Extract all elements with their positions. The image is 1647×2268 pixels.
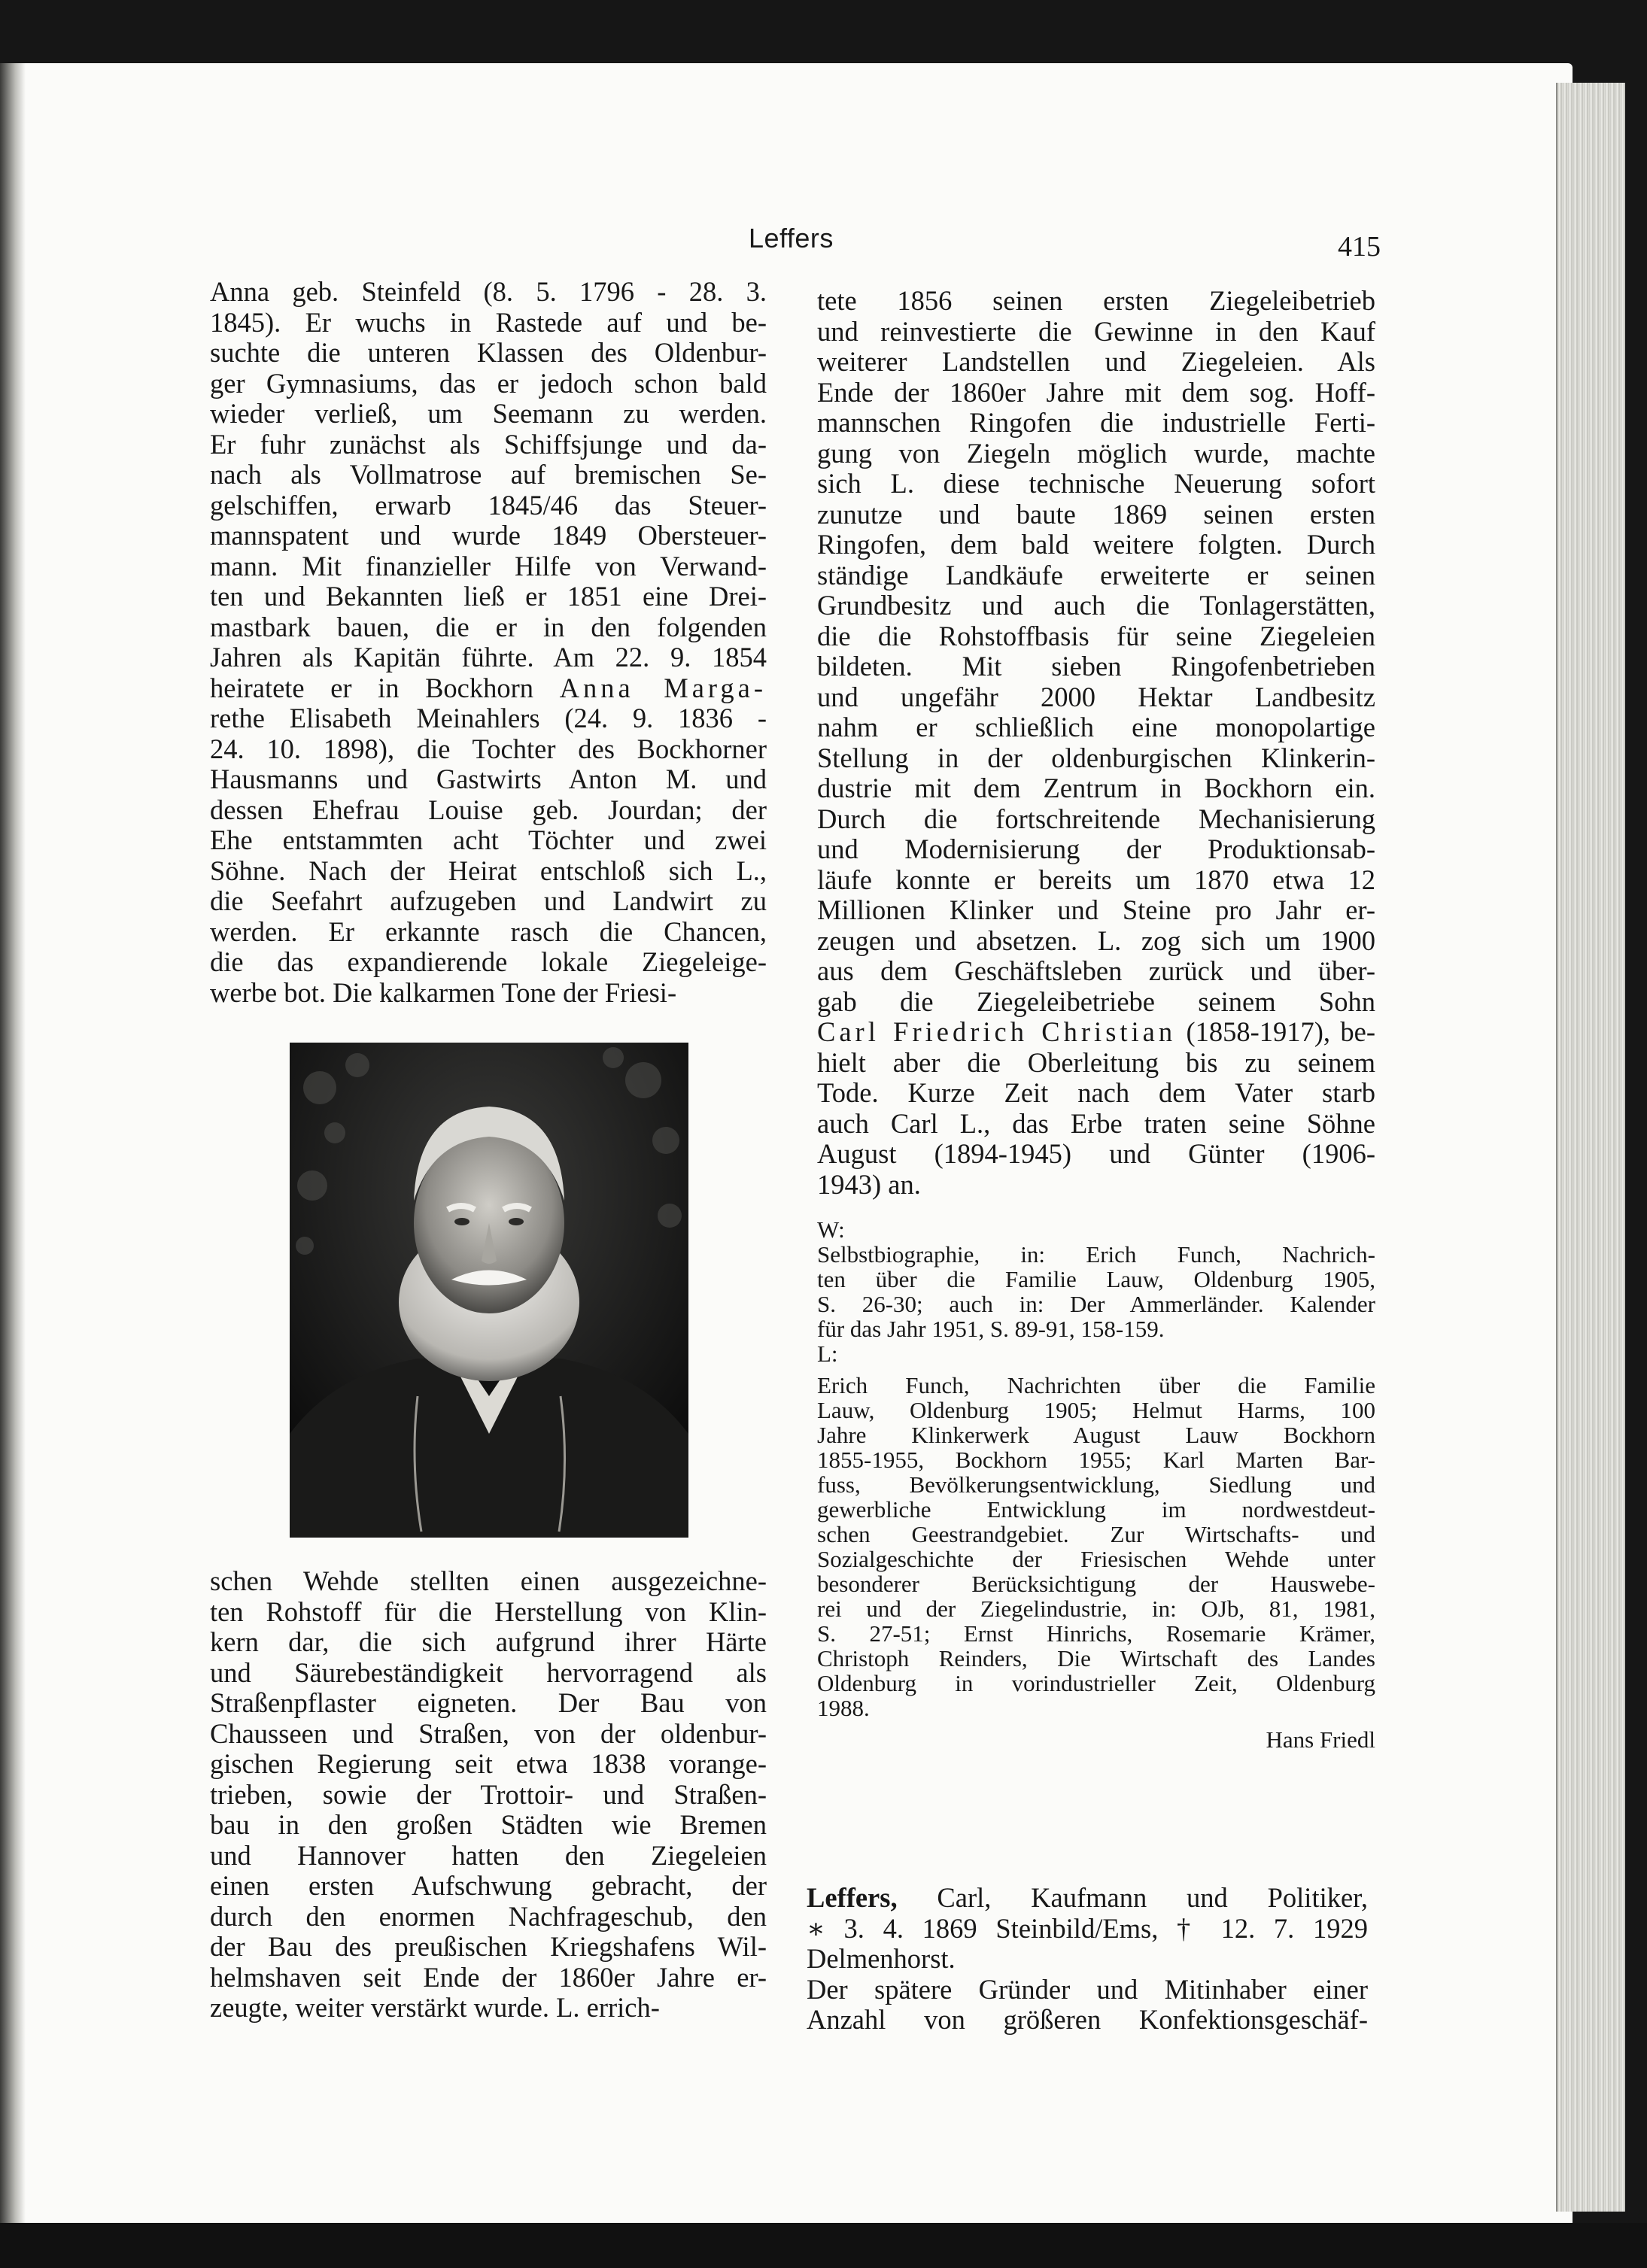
page-number: 415 [1338,231,1381,263]
text-line: S. 26-30; auch in: Der Ammerländer. Kalender [817,1291,1375,1317]
next-entry-name: Leffers, [807,1882,898,1913]
text-line: die das expandierende lokale Ziegeleige- [210,946,767,977]
page-edges [1556,83,1625,2212]
text-line: zunutze und baute 1869 seinen ersten [817,498,1375,530]
scan-background [0,2223,1647,2268]
text-line: bau in den großen Städten wie Bremen [210,1809,767,1840]
text-line: August (1894-1945) und Günter (1906- [817,1138,1375,1169]
text-line: ten und Bekannten ließ er 1851 eine Drei- [210,581,767,612]
author-signature: Hans Friedl [1266,1726,1375,1753]
text-line: 1855-1955, Bockhorn 1955; Karl Marten Bar- [817,1447,1375,1473]
right-column-main [817,286,1375,1200]
next-entry-text-line: Anzahl von größeren Konfektionsgeschäf- [807,2004,1368,2035]
text-line: suchte die unteren Klassen des Oldenbur- [210,337,767,368]
text-line: mastbark bauen, die er in den folgenden [210,611,767,642]
text-line: Ehe entstammten acht Töchter und zwei [210,824,767,855]
text-line: 1943) an. [817,1168,921,1200]
text-line: Jahre Klinkerwerk August Lauw Bockhorn [817,1422,1375,1448]
text-line: mannschen Ringofen die industrielle Ferti- [817,407,1375,438]
text-line: Grundbesitz und auch die Tonlagerstätten, [817,590,1375,621]
bibliography [817,1217,1375,1752]
text-line: zeugte, weiter verstärkt wurde. L. errich- [210,1992,660,2023]
text-line: und Hannover hatten den Ziegeleien [210,1839,767,1871]
spaced-name: Anna Marga- [559,672,767,703]
text-line: werbe bot. Die kalkarmen Tone der Friesi- [210,976,677,1008]
text-line: rethe Elisabeth Meinahlers (24. 9. 1836 - [210,703,767,733]
text-line: helmshaven seit Ende der 1860er Jahre er- [210,1961,767,1993]
text-line: ten Rohstoff für die Herstellung von Klin- [210,1595,767,1627]
text-line: weiterer Landstellen und Ziegeleien. Als [817,346,1375,377]
text-line: kern dar, die sich aufgrund ihrer Härte [210,1626,767,1657]
portrait-illustration [290,1043,688,1538]
text-line: schen Geestrandgebiet. Zur Wirtschafts- und [817,1521,1375,1547]
text-line: dustrie mit dem Zentrum in Bockhorn ein. [817,773,1375,803]
text-line: 1988. [817,1695,870,1721]
text-line: fuss, Bevölkerungsentwicklung, Siedlung und [817,1471,1375,1498]
text-line: Christoph Reinders, Die Wirtschaft des Landes [817,1645,1375,1671]
text-line: Carl Friedrich Christian (1858-1917), be- [817,1016,1375,1047]
text-line: Straßenpflaster eigneten. Der Bau von [210,1687,767,1718]
text-line: heiratete er in Bockhorn Anna Marga- [210,672,767,703]
text-line: Lauw, Oldenburg 1905; Helmut Harms, 100 [817,1397,1375,1423]
text-line: dessen Ehefrau Louise geb. Jourdan; der [210,794,767,825]
text-line: werden. Er erkannte rasch die Chancen, [210,915,767,947]
text-line: Millionen Klinker und Steine pro Jahr er- [817,894,1375,925]
text-line: sich L. diese technische Neuerung sofort [817,468,1375,499]
text-line: ten über die Familie Lauw, Oldenburg 1905, [817,1266,1375,1292]
text-line: gewerbliche Entwicklung im nordwestdeut- [817,1496,1375,1523]
text-line: ger Gymnasiums, das er jedoch schon bald [210,367,767,399]
text-line: die die Rohstoffbasis für seine Ziegeleien [817,620,1375,651]
text-line: ständige Landkäufe erweiterte er seinen [817,559,1375,591]
text-line: die Seefahrt aufzugeben und Landwirt zu [210,885,767,916]
text-line: S. 27-51; Ernst Hinrichs, Rosemarie Krämer, [817,1620,1375,1647]
next-entry-text-line: Der spätere Gründer und Mitinhaber einer [807,1973,1368,2005]
next-entry [807,1883,1368,2036]
text-line: Ende der 1860er Jahre mit dem sog. Hoff- [817,376,1375,408]
text-line: gischen Regierung seit etwa 1838 vorange- [210,1748,767,1779]
next-entry-dates: ∗ 3. 4. 1869 Steinbild/Ems, † 12. 7. 1929 [807,1912,1368,1944]
works-label: W: [817,1216,845,1243]
text-line: rei und der Ziegelindustrie, in: OJb, 81, 1981, [817,1595,1375,1622]
running-head: Leffers [749,223,834,254]
text-line: Erich Funch, Nachrichten über die Familie [817,1372,1375,1398]
text-line: und Säurebeständigkeit hervorragend als [210,1656,767,1688]
text-line: Stellung in der oldenburgischen Klinkerin- [817,742,1375,773]
text-line: einen ersten Aufschwung gebracht, der [210,1870,767,1901]
literature-label: L: [817,1340,838,1367]
text-line: bildeten. Mit sieben Ringofenbetrieben [817,651,1375,682]
next-entry-place: Delmenhorst. [807,1943,956,1974]
text-line: gab die Ziegeleibetriebe seinem Sohn [817,985,1375,1017]
text-line: Selbstbiographie, in: Erich Funch, Nachrich- [817,1241,1375,1268]
left-column-top [210,277,767,1008]
text-line: nach als Vollmatrose auf bremischen Se- [210,459,767,490]
text-line: besonderer Berücksichtigung der Hauswebe- [817,1571,1375,1597]
text-line: mann. Mit finanzieller Hilfe von Verwand- [210,550,767,581]
text-line: Jahren als Kapitän führte. Am 22. 9. 1854 [210,642,767,673]
text-line: Ringofen, dem bald weitere folgten. Durch [817,529,1375,560]
text-line: schen Wehde stellten einen ausgezeichne- [210,1565,767,1596]
text-line: Chausseen und Straßen, von der oldenbur- [210,1717,767,1749]
text-line: Oldenburg in vorindustrieller Zeit, Oldenburg [817,1670,1375,1696]
text-line: Sozialgeschichte der Friesischen Wehde unter [817,1546,1375,1572]
left-column-bottom [210,1566,767,2024]
text-line: wieder verließ, um Seemann zu werden. [210,398,767,429]
text-line: gelschiffen, erwarb 1845/46 das Steuer- [210,489,767,521]
next-entry-title: Carl, Kaufmann und Politiker, [937,1882,1368,1913]
text-line: Durch die fortschreitende Mechanisierung [817,803,1375,834]
text-line: gung von Ziegeln möglich wurde, machte [817,437,1375,469]
text-line: aus dem Geschäftsleben zurück und über- [817,955,1375,986]
text-line: 1845). Er wuchs in Rastede auf und be- [210,306,767,338]
text-line: der Bau des preußischen Kriegshafens Wil- [210,1931,767,1962]
text-line: 24. 10. 1898), die Tochter des Bockhorner [210,733,767,764]
text-line: mannspatent und wurde 1849 Obersteuer- [210,520,767,551]
text-line: Tode. Kurze Zeit nach dem Vater starb [817,1077,1375,1108]
next-entry-line-1 [807,1883,1368,1914]
text-line: für das Jahr 1951, S. 89-91, 158-159. [817,1316,1165,1342]
text-line: durch den enormen Nachfrageschub, den [210,1900,767,1932]
text-line: Anna geb. Steinfeld (8. 5. 1796 - 28. 3. [210,276,767,307]
text-line: läufe konnte er bereits um 1870 etwa 12 [817,864,1375,895]
text-line: nahm er schließlich eine monopolartige [817,712,1375,742]
portrait-photo [290,1043,688,1538]
text-line: hielt aber die Oberleitung bis zu seinem [817,1046,1375,1078]
text-line: und Modernisierung der Produktionsab- [817,833,1375,864]
text-line: trieben, sowie der Trottoir- und Straßen- [210,1778,767,1810]
text-line: und ungefähr 2000 Hektar Landbesitz [817,681,1375,712]
spaced-name: Carl Friedrich Christian [817,1016,1177,1047]
text-line: auch Carl L., das Erbe traten seine Söhne [817,1107,1375,1139]
text-line: Söhne. Nach der Heirat entschloß sich L., [210,855,767,886]
text-line: Er fuhr zunächst als Schiffsjunge und da- [210,428,767,460]
text-line: zeugen und absetzen. L. zog sich um 1900 [817,925,1375,956]
book-spine-shadow [0,63,26,2230]
text-line: Hausmanns und Gastwirts Anton M. und [210,764,767,794]
text-line: und reinvestierte die Gewinne in den Kauf [817,315,1375,347]
text-line: tete 1856 seinen ersten Ziegeleibetrieb [817,285,1375,316]
